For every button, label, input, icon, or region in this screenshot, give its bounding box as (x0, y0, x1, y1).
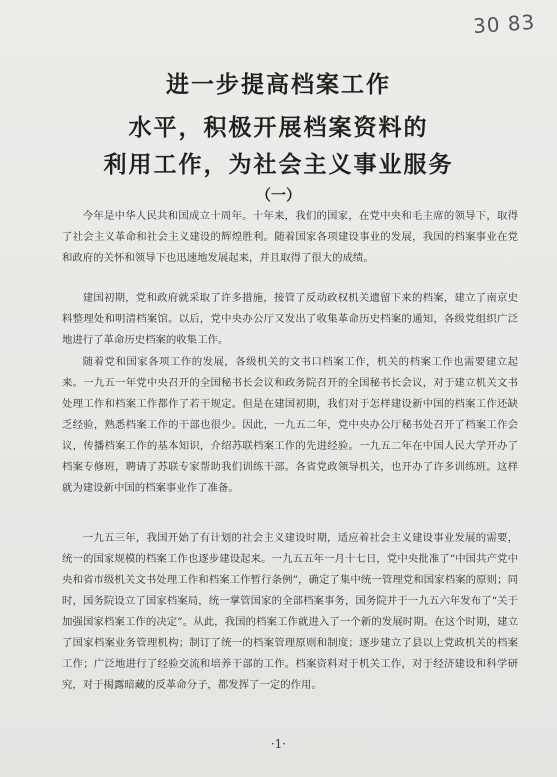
page-mark: 30 83 (471, 9, 536, 39)
paragraph: 今年是中华人民共和国成立十周年。十年来，我们的国家，在党中央和毛主席的领导下，取得了社会主义革命和社会主义建设的辉煌胜利。随着国家各项建设事业的发展，我国的档案事业在党和政府的关怀和领导下也迅速地发展起来，并且取得了很大的成绩。 (62, 210, 518, 264)
title-line-3: 利用工作，为社会主义事业服务 (103, 152, 454, 178)
title-line-1: 进一步提高档案工作 (166, 72, 391, 98)
title-line-2: 水平，积极开展档案资料的 (128, 115, 429, 141)
paragraph: 随着党和国家各项工作的发展，各级机关的文书口档案工作，机关的档案工作也需要建立起来。一九五一年党中央召开的全国秘书长会议和政务院召开的全国秘书长会议，对于建立机关文书处理工作和档案工作都作了若干规定。但是在建国初期，我们对于怎样建设新中国的档案工作还缺乏经验，熟悉档案工作的干部也很少。因此，一九五二年，党中央办公厅秘书处召开了档案工作会议，传播档案工作的基本知识，介绍苏联档案工作的先进经验。一九五二年在中国人民大学开办了档案专修班，聘请了苏联专家帮助我们训练干部。各省党政领导机关，也开办了许多训练班。这样就为建设新中国的档案事业作了准备。 (62, 356, 518, 494)
paragraph: 建国初期，党和政府就采取了许多措施，接管了反动政权机关遗留下来的档案，建立了南京史料整理处和明清档案馆。以后，党中央办公厅又发出了收集革命历史档案的通知，各级党组织广泛地进行了革命历史档案的收集工作。 (62, 292, 518, 346)
paragraph: 一九五三年，我国开始了有计划的社会主义建设时期，适应着社会主义建设事业发展的需要，统一的国家规模的档案工作也逐步建设起来。一九五五年一月十七日，党中央批准了“中国共产党中央和省市级机关文书处理工作和档案工作暂行条例”，确定了集中统一管理党和国家档案的原则；同时，国务院设立了国家档案局，统一掌管国家的全部档案事务，国务院并于一九五六年发布了“关于加强国家档案工作的决定”。从此，我国的档案工作就进入了一个新的发展时期。在这个时期，建立了国家档案业务管理机构；制订了统一的档案管理原则和制度；逐步建立了县以上党政机关的档案工作；广泛地进行了经验交流和培养干部的工作。档案资料对于机关工作，对于经济建设和科学研究，对于揭露暗藏的反革命分子，都发挥了一定的作用。 (62, 532, 518, 691)
page-number: ·1· (270, 737, 287, 751)
section-heading: （一） (255, 186, 301, 204)
